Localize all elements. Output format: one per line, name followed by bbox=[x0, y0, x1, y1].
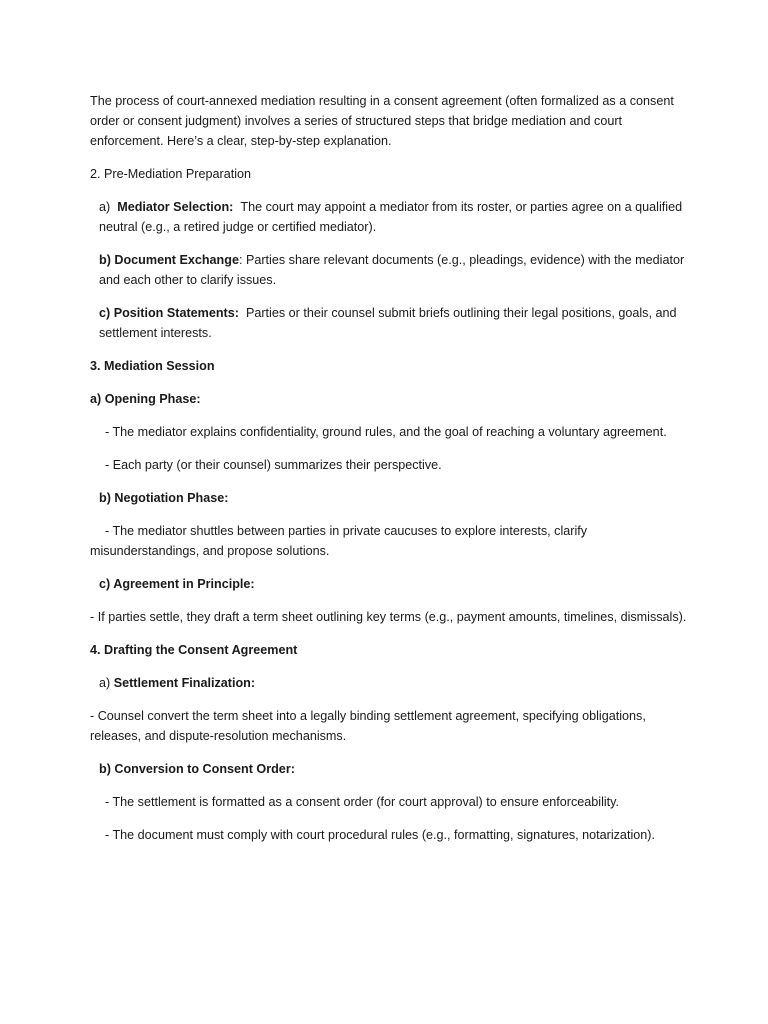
intro-paragraph: The process of court-annexed mediation resulting in a consent agreement (often formalized as a consent order or consent judgment) involves a series of structured steps that bridge mediation and court enforcement. Here’s a clear, step-by-step explanation. bbox=[90, 94, 674, 148]
list-item: - Each party (or their counsel) summarizes their perspective. bbox=[105, 458, 442, 472]
list-item: - The settlement is formatted as a consent order (for court approval) to ensure enforceability. bbox=[105, 795, 620, 809]
opening-phase-heading: a) Opening Phase: bbox=[90, 392, 201, 406]
document-body bbox=[90, 91, 690, 858]
document-exchange-title: b) Document Exchange bbox=[99, 253, 239, 267]
agreement-in-principle-item: - If parties settle, they draft a term sheet outlining key terms (e.g., payment amounts, timelines, dismissals). bbox=[90, 610, 687, 624]
agreement-in-principle-heading: c) Agreement in Principle: bbox=[99, 577, 255, 591]
negotiation-phase-heading: b) Negotiation Phase: bbox=[99, 491, 229, 505]
list-item: - The document must comply with court procedural rules (e.g., formatting, signatures, notarization). bbox=[105, 828, 655, 842]
document-exchange-text: : Parties share relevant documents (e.g., pleadings, evidence) with the mediator and each other to clarify issues. bbox=[99, 253, 685, 287]
position-statements-title: c) Position Statements: bbox=[99, 306, 239, 320]
mediator-selection-paragraph bbox=[90, 197, 690, 237]
position-statements-paragraph bbox=[90, 303, 690, 343]
mediator-selection-text: The court may appoint a mediator from its roster, or parties agree on a qualified neutral (e.g., a retired judge or certified mediator). bbox=[99, 200, 683, 234]
item-marker: a) bbox=[99, 200, 111, 214]
consent-order-heading: b) Conversion to Consent Order: bbox=[99, 762, 295, 776]
list-item: - The mediator explains confidentiality, ground rules, and the goal of reaching a voluntary agreement. bbox=[105, 425, 667, 439]
negotiation-phase-text: - The mediator shuttles between parties in private caucuses to explore interests, clarify misunderstandings, and propose solutions. bbox=[90, 524, 588, 558]
position-statements-text: Parties or their counsel submit briefs outlining their legal positions, goals, and settlement interests. bbox=[99, 306, 677, 340]
settlement-finalization-heading bbox=[90, 673, 690, 693]
section-4-heading: 4. Drafting the Consent Agreement bbox=[90, 643, 298, 657]
section-3-heading: 3. Mediation Session bbox=[90, 359, 215, 373]
negotiation-phase-item bbox=[90, 521, 690, 561]
document-exchange-paragraph bbox=[90, 250, 690, 290]
item-marker: a) bbox=[99, 676, 111, 690]
settlement-finalization-item: - Counsel convert the term sheet into a legally binding settlement agreement, specifying obligations, releases, and dispute-resolution mechanisms. bbox=[90, 709, 646, 743]
mediator-selection-title: Mediator Selection: bbox=[117, 200, 234, 214]
section-2-heading: 2. Pre-Mediation Preparation bbox=[90, 167, 252, 181]
settlement-finalization-title: Settlement Finalization: bbox=[113, 676, 256, 690]
